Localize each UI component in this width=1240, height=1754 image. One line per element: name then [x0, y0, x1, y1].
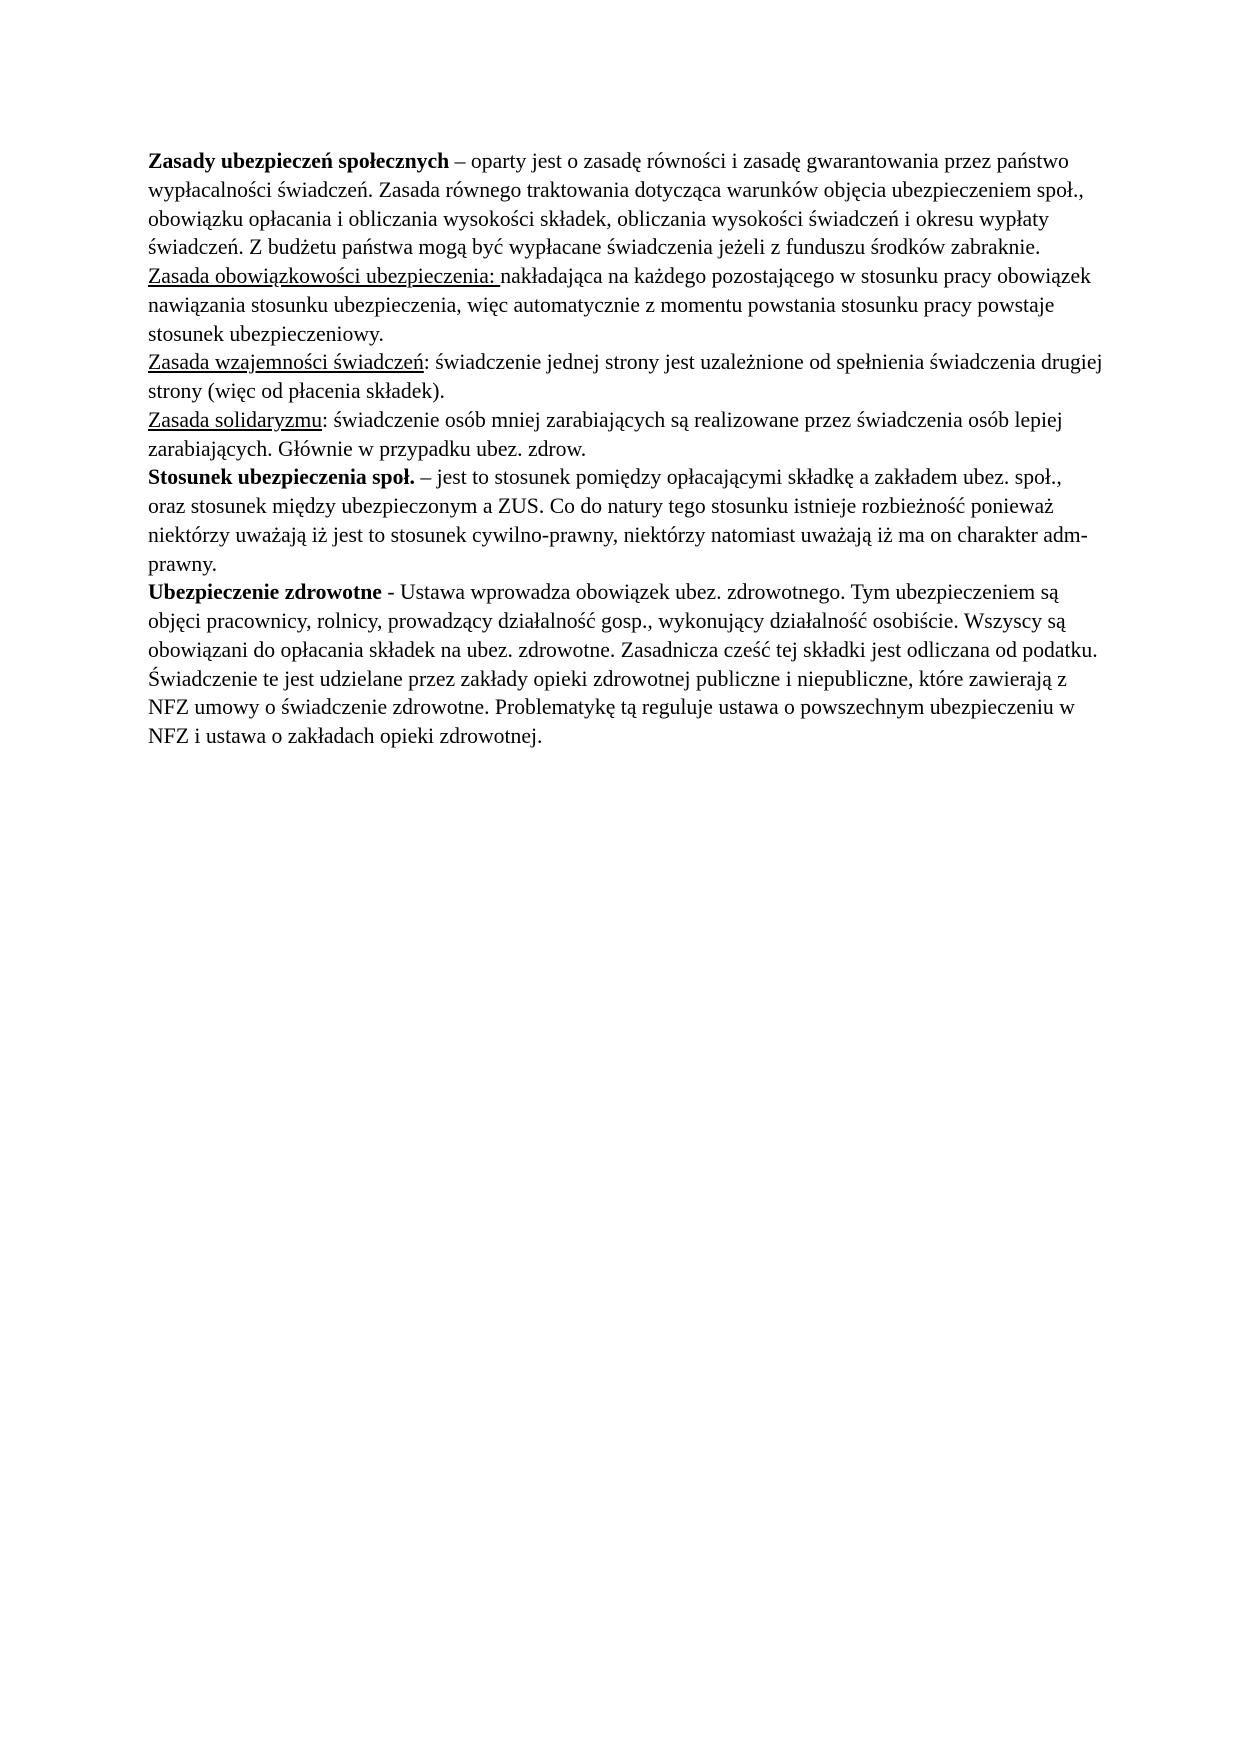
heading-zasada-obowiazkowosci: Zasada obowiązkowości ubezpieczenia: — [148, 264, 501, 288]
paragraph-text: : świadczenie jednej strony jest uzależnione od spełnienia świadczenia drugiej strony (więc od płacenia składek). — [148, 350, 1103, 403]
heading-zasady-ubezpieczen: Zasady ubezpieczeń społecznych — [148, 149, 450, 173]
paragraph-text: - Ustawa wprowadza obowiązek ubez. zdrowotnego. Tym ubezpieczeniem są objęci pracownicy, rolnicy, prowadzący działalność gosp., wykonujący działalność osobiście. Wszyscy są obowiązani do opłacania składek na ubez. zdrowotne. Zasadnicza cześć tej składki jest odliczana od podatku. Świadczenie te jest udzielane przez zakłady opieki zdrowotnej publiczne i niepubliczne, które zawierają z NFZ umowy o świadczenie zdrowotne. Problematykę tą reguluje ustawa o powszechnym ubezpieczeniu w NFZ i ustawa o zakładach opieki zdrowotnej. — [148, 580, 1098, 748]
heading-ubezpieczenie-zdrowotne: Ubezpieczenie zdrowotne — [148, 580, 382, 605]
paragraph-text: : świadczenie osób mniej zarabiających są realizowane przez świadczenia osób lepiej zarabiających. Głównie w przypadku ubez. zdrow. — [148, 407, 1063, 461]
paragraph-ubezpieczenie-zdrowotne — [148, 578, 1104, 751]
paragraph-text: – oparty jest o zasadę równości i zasadę gwarantowania przez państwo wypłacalności świadczeń. Zasada równego traktowania dotycząca warunków objęcia ubezpieczeniem społ., obowiązku opłacania i obliczania wysokości składek, obliczania wysokości świadczeń i okresu wypłaty świadczeń. Z budżetu państwa mogą być wypłacane świadczenia jeżeli z funduszu środków zabraknie. — [148, 149, 1084, 260]
paragraph-stosunek-ubezpieczenia — [148, 463, 1104, 578]
paragraph-zasady-ubezpieczen — [148, 147, 1104, 262]
heading-zasada-wzajemnosci: Zasada wzajemności świadczeń — [148, 350, 424, 375]
heading-zasada-solidaryzmu: Zasada solidaryzmu — [148, 407, 323, 432]
paragraph-text: nakładająca na każdego pozostającego w stosunku pracy obowiązek nawiązania stosunku ubezpieczenia, więc automatycznie z momentu powstania stosunku pracy powstaje stosunek ubezpieczeniowy. — [148, 264, 1092, 346]
paragraph-text: – jest to stosunek pomiędzy opłacającymi składkę a zakładem ubez. społ., oraz stosunek między ubezpieczonym a ZUS. Co do natury tego stosunku istnieje rozbieżność ponieważ niektórzy uważają iż jest to stosunek cywilno-prawny, niektórzy natomiast uważają iż ma on charakter adm-prawny. — [148, 465, 1088, 576]
paragraph-zasada-wzajemnosci — [148, 348, 1104, 406]
document-page — [148, 147, 1104, 751]
paragraph-zasada-solidaryzmu — [148, 406, 1104, 464]
paragraph-zasada-obowiazkowosci — [148, 262, 1104, 348]
heading-stosunek-ubezpieczenia: Stosunek ubezpieczenia społ. — [148, 465, 415, 490]
